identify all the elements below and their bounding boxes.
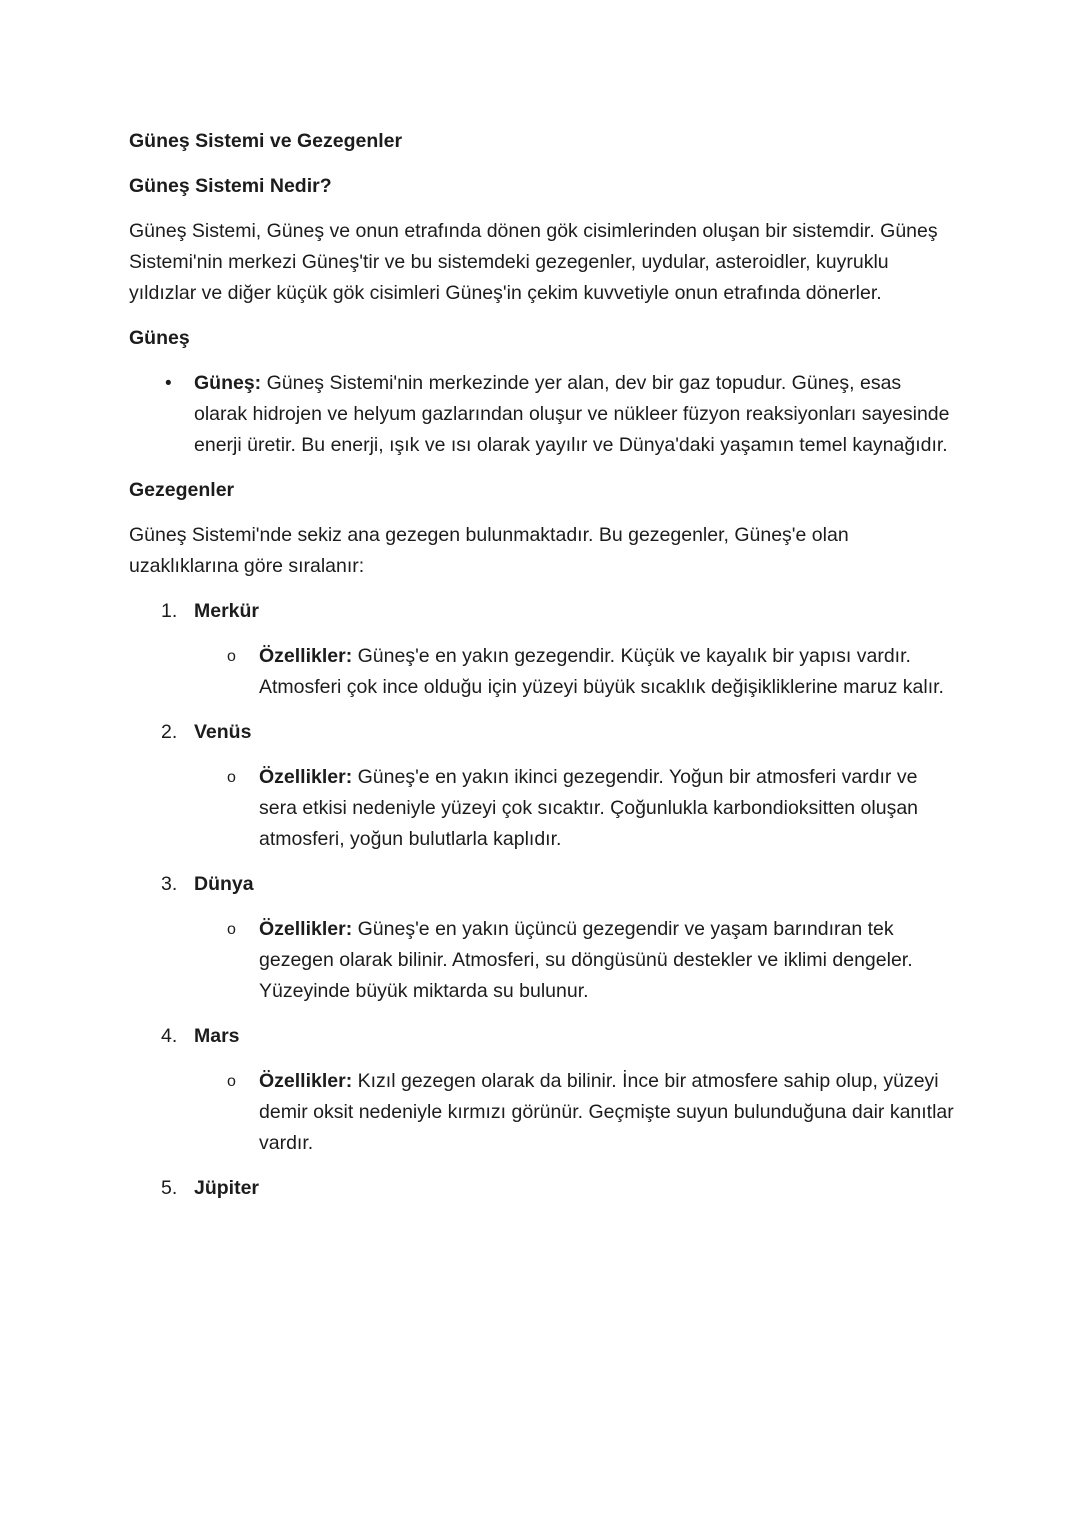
circle-bullet-icon: o xyxy=(227,1073,236,1090)
planet-name: Venüs xyxy=(194,721,252,743)
planet-list-item-dunya xyxy=(129,869,959,900)
list-number: 2. xyxy=(161,721,178,743)
detail-text: Kızıl gezegen olarak da bilinir. İnce bir atmosfere sahip olup, yüzeyi demir oksit nedeniyle kırmızı görünür. Geçmişte suyun bulunduğuna dair kanıtlar vardır. xyxy=(259,1070,954,1154)
bullet-icon: • xyxy=(165,373,172,394)
detail-label: Özellikler: xyxy=(259,645,353,667)
list-number: 4. xyxy=(161,1025,178,1047)
detail-label: Özellikler: xyxy=(259,1070,353,1092)
circle-bullet-icon: o xyxy=(227,769,236,786)
detail-text: Güneş'e en yakın ikinci gezegendir. Yoğun bir atmosferi vardır ve sera etkisi nedeniyle yüzeyi çok sıcaktır. Çoğunlukla karbondioksitten oluşan atmosferi, yoğun bulutlarla kaplıdır. xyxy=(259,766,919,850)
list-number: 3. xyxy=(161,873,178,895)
planet-list-item-merkur xyxy=(129,596,959,627)
section-heading-planets: Gezegenler xyxy=(129,479,235,501)
list-number: 5. xyxy=(161,1177,178,1199)
detail-text: Güneş'e en yakın gezegendir. Küçük ve kayalık bir yapısı vardır. Atmosferi çok ince olduğu için yüzeyi büyük sıcaklık değişikliklerine maruz kalır. xyxy=(259,645,944,698)
section-heading-sun: Güneş xyxy=(129,327,190,349)
section-heading-what-is: Güneş Sistemi Nedir? xyxy=(129,175,332,197)
planet-list-item-mars xyxy=(129,1021,959,1052)
planet-detail-merkur xyxy=(129,641,959,703)
sun-bullet-item xyxy=(129,368,959,461)
planet-detail-venus xyxy=(129,762,959,855)
detail-label: Özellikler: xyxy=(259,766,353,788)
intro-paragraph: Güneş Sistemi, Güneş ve onun etrafında dönen gök cisimlerinden oluşan bir sistemdir. Güneş Sistemi'nin merkezi Güneş'tir ve bu sistemdeki gezegenler, uydular, asteroidler, kuyruklu yıldızlar ve diğer küçük gök cisimleri Güneş'in çekim kuvvetiyle onun etrafında dönerler. xyxy=(129,220,938,304)
planet-detail-dunya xyxy=(129,914,959,1007)
sun-bullet-label: Güneş: xyxy=(194,372,262,394)
sun-bullet-text: Güneş Sistemi'nin merkezinde yer alan, dev bir gaz topudur. Güneş, esas olarak hidrojen ve helyum gazlarından oluşur ve nükleer füzyon reaksiyonları sayesinde enerji üretir. Bu enerji, ışık ve ısı olarak yayılır ve Dünya'daki yaşamın temel kaynağıdır. xyxy=(194,372,950,456)
detail-text: Güneş'e en yakın üçüncü gezegendir ve yaşam barındıran tek gezegen olarak bilinir. Atmosferi, su döngüsünü destekler ve iklimi dengeler. Yüzeyinde büyük miktarda su bulunur. xyxy=(259,918,913,1002)
planet-list-item-jupiter xyxy=(129,1173,959,1204)
planet-name: Dünya xyxy=(194,873,254,895)
detail-label: Özellikler: xyxy=(259,918,353,940)
planet-name: Jüpiter xyxy=(194,1177,260,1199)
planets-intro-paragraph: Güneş Sistemi'nde sekiz ana gezegen bulunmaktadır. Bu gezegenler, Güneş'e olan uzaklıklarına göre sıralanır: xyxy=(129,524,849,577)
planet-name: Mars xyxy=(194,1025,240,1047)
planet-name: Merkür xyxy=(194,600,260,622)
circle-bullet-icon: o xyxy=(227,921,236,938)
planet-list-item-venus xyxy=(129,717,959,748)
list-number: 1. xyxy=(161,600,178,622)
circle-bullet-icon: o xyxy=(227,648,236,665)
page-title: Güneş Sistemi ve Gezegenler xyxy=(129,130,403,152)
document-page xyxy=(129,126,959,1204)
planet-detail-mars xyxy=(129,1066,959,1159)
